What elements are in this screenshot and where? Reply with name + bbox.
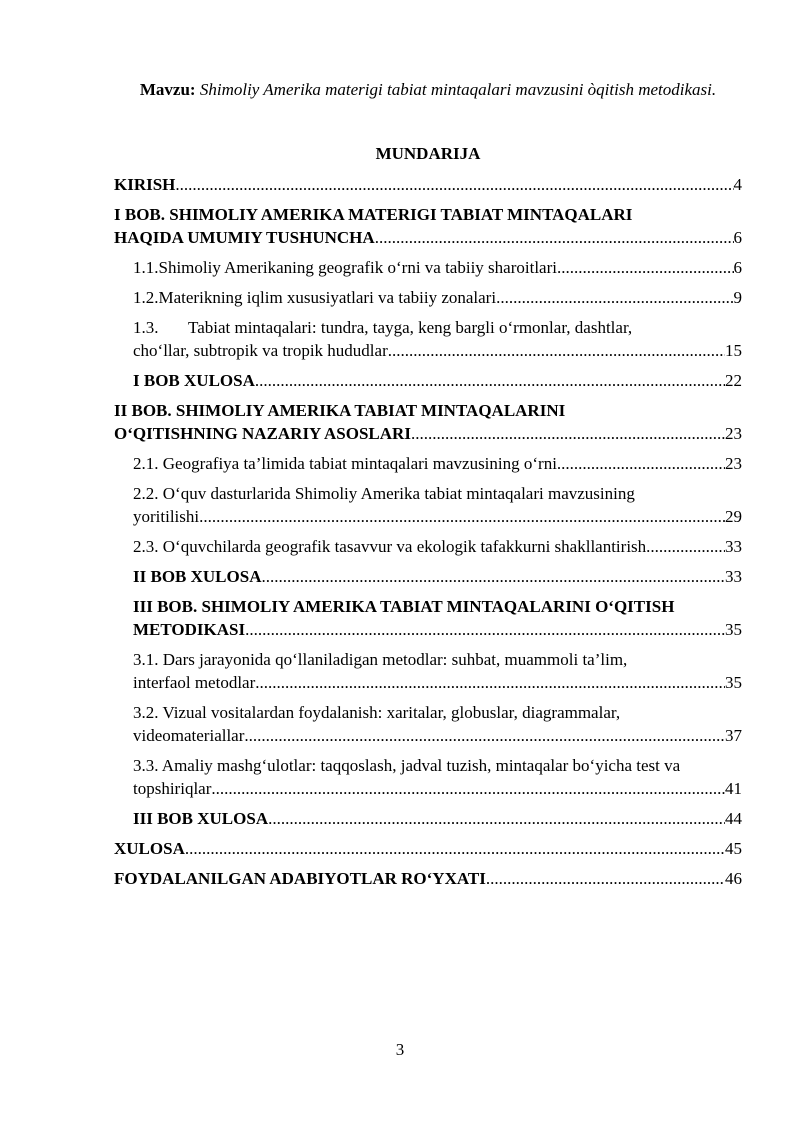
toc-entry-text: 2.2. O‘quv dasturlarida Shimoliy Amerika tabiat mintaqalari mavzusining — [133, 484, 635, 503]
toc-page-number: 23 — [725, 424, 742, 443]
toc-page-number: 45 — [725, 839, 742, 858]
dot-leader — [268, 807, 725, 830]
table-of-contents — [114, 173, 742, 897]
toc-entry-text: 2.1. Geografiya ta’limida tabiat mintaqalari mavzusining o‘rni — [133, 454, 557, 473]
toc-entry-text: II BOB. SHIMOLIY AMERIKA TABIAT MINTAQALARINI — [114, 401, 566, 420]
toc-entry-kirish[interactable] — [114, 173, 742, 196]
toc-entry-1-1[interactable] — [114, 256, 742, 279]
toc-entry-number: 1.2. — [133, 288, 159, 307]
toc-entry-2-2[interactable] — [114, 482, 742, 528]
dot-leader — [244, 724, 725, 747]
toc-entry-text-cont: HAQIDA UMUMIY TUSHUNCHA — [114, 228, 375, 247]
toc-entry-number: 1.3. — [133, 318, 159, 337]
dot-leader — [375, 226, 734, 249]
toc-entry-text-cont: yoritilishi — [133, 507, 200, 526]
toc-page-number: 22 — [725, 371, 742, 390]
toc-entry-text: II BOB XULOSA — [133, 567, 262, 586]
toc-page-number: 6 — [733, 258, 742, 277]
toc-entry-text-cont: O‘QITISHNING NAZARIY ASOSLARI — [114, 424, 411, 443]
dot-leader — [245, 618, 725, 641]
dot-leader — [557, 256, 734, 279]
toc-page-number: 46 — [725, 869, 742, 888]
toc-entry-3-2[interactable] — [114, 701, 742, 747]
toc-page-number: 33 — [725, 537, 742, 556]
toc-entry-text-cont: METODIKASI — [133, 620, 246, 639]
toc-page-number: 37 — [725, 726, 742, 745]
toc-entry-1-2[interactable] — [114, 286, 742, 309]
toc-page-number: 29 — [725, 507, 742, 526]
toc-entry-2-1[interactable] — [114, 452, 742, 475]
topic-text: Shimoliy Amerika materigi tabiat mintaqalari mavzusini òqitish metodikasi. — [199, 80, 717, 99]
toc-entry-adabiyotlar[interactable] — [114, 867, 742, 890]
dot-leader — [255, 671, 725, 694]
toc-entry-3-3[interactable] — [114, 754, 742, 800]
dot-leader — [411, 422, 725, 445]
toc-page-number: 33 — [725, 567, 742, 586]
dot-leader — [199, 505, 725, 528]
dot-leader — [255, 369, 725, 392]
dot-leader — [211, 777, 725, 800]
page-number: 3 — [395, 1040, 405, 1059]
toc-title: MUNDARIJA — [375, 144, 481, 163]
topic-label: Mavzu: — [139, 80, 196, 99]
toc-entry-text: I BOB XULOSA — [133, 371, 255, 390]
toc-entry-bob1-xulosa[interactable] — [114, 369, 742, 392]
toc-entry-bob2[interactable] — [114, 399, 742, 445]
dot-leader — [185, 837, 725, 860]
toc-entry-text: Shimoliy Amerikaning geografik o‘rni va tabiiy sharoitlari — [158, 258, 557, 277]
toc-entry-text: III BOB XULOSA — [133, 809, 269, 828]
toc-page-number: 9 — [733, 288, 742, 307]
toc-page-number: 44 — [725, 809, 742, 828]
toc-entry-xulosa[interactable] — [114, 837, 742, 860]
toc-entry-text: FOYDALANILGAN ADABIYOTLAR RO‘YXATI — [114, 869, 486, 888]
toc-entry-text: Materikning iqlim xususiyatlari va tabiiy zonalari — [158, 288, 497, 307]
toc-page-number: 35 — [725, 673, 742, 692]
toc-entry-text-cont: cho‘llar, subtropik va tropik hududlar — [133, 341, 388, 360]
toc-entry-bob3[interactable] — [114, 595, 742, 641]
dot-leader — [175, 173, 733, 196]
dot-leader — [496, 286, 733, 309]
toc-entry-text-cont: videomateriallar — [133, 726, 245, 745]
toc-page-number: 15 — [725, 341, 742, 360]
toc-entry-text: III BOB. SHIMOLIY AMERIKA TABIAT MINTAQALARINI O‘QITISH — [133, 597, 675, 616]
toc-page-number: 35 — [725, 620, 742, 639]
dot-leader — [388, 339, 725, 362]
toc-entry-text: KIRISH — [114, 175, 176, 194]
dot-leader — [557, 452, 725, 475]
toc-entry-text: I BOB. SHIMOLIY AMERIKA MATERIGI TABIAT MINTAQALARI — [114, 205, 633, 224]
toc-entry-text: 2.3. O‘quvchilarda geografik tasavvur va ekologik tafakkurni shakllantirish — [133, 537, 647, 556]
toc-entry-number: 1.1. — [133, 258, 159, 277]
toc-entry-text-cont: topshiriqlar — [133, 779, 212, 798]
toc-entry-2-3[interactable] — [114, 535, 742, 558]
toc-entry-bob1[interactable] — [114, 203, 742, 249]
toc-page-number: 23 — [725, 454, 742, 473]
dot-leader — [486, 867, 725, 890]
toc-entry-bob3-xulosa[interactable] — [114, 807, 742, 830]
toc-entry-text: 3.3. Amaliy mashg‘ulotlar: taqqoslash, jadval tuzish, mintaqalar bo‘yicha test va — [133, 756, 681, 775]
toc-entry-text: 3.2. Vizual vositalardan foydalanish: xaritalar, globuslar, diagrammalar, — [133, 703, 621, 722]
toc-entry-text: XULOSA — [114, 839, 185, 858]
topic-heading — [114, 75, 742, 104]
dot-leader — [261, 565, 725, 588]
toc-entry-bob2-xulosa[interactable] — [114, 565, 742, 588]
toc-entry-text-cont: interfaol metodlar — [133, 673, 256, 692]
toc-entry-text: Tabiat mintaqalari: tundra, tayga, keng bargli o‘rmonlar, dashtlar, — [188, 318, 633, 337]
toc-entry-3-1[interactable] — [114, 648, 742, 694]
toc-entry-1-3[interactable] — [114, 316, 742, 362]
toc-entry-text: 3.1. Dars jarayonida qo‘llaniladigan metodlar: suhbat, muammoli ta’lim, — [133, 650, 628, 669]
toc-page-number: 4 — [733, 175, 742, 194]
toc-page-number: 6 — [733, 228, 742, 247]
toc-page-number: 41 — [725, 779, 742, 798]
dot-leader — [646, 535, 725, 558]
